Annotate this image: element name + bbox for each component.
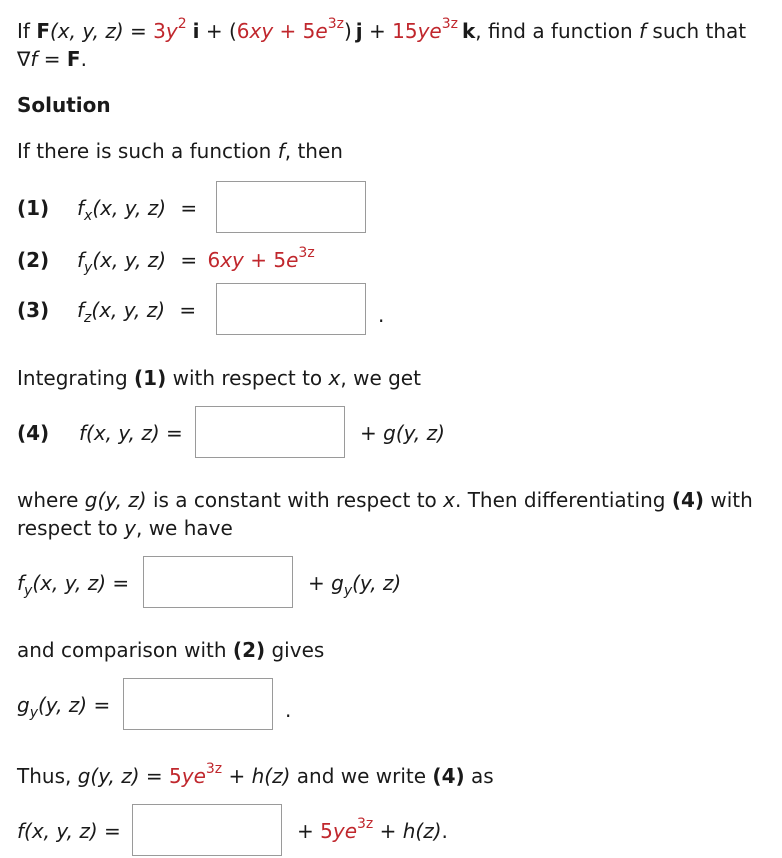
text: + — [308, 571, 325, 595]
value: + 5 — [243, 248, 287, 272]
value: ye — [417, 19, 442, 43]
text: g — [17, 693, 30, 717]
text: respect to — [17, 516, 118, 540]
text: . — [441, 819, 448, 843]
text: as — [470, 764, 494, 788]
text: with — [710, 488, 753, 512]
problem-line-2 — [17, 45, 87, 73]
text: Thus, — [17, 764, 72, 788]
exponent: 3z — [327, 16, 344, 33]
subscript: y — [24, 583, 33, 599]
text: (y, z) = — [38, 693, 111, 717]
integrating-line — [17, 364, 421, 392]
text: (x, y, z) — [92, 248, 166, 272]
text: = — [139, 764, 169, 788]
f-final-answer-input[interactable] — [132, 804, 282, 856]
text: = — [180, 248, 198, 272]
text: f — [30, 47, 38, 71]
text: (y, z) — [352, 571, 402, 595]
value: y — [165, 19, 178, 43]
text: + — [373, 819, 403, 843]
text: . — [80, 47, 87, 71]
problem-line-1 — [17, 17, 746, 45]
text: = — [180, 196, 198, 220]
fz-answer-input[interactable] — [216, 283, 366, 335]
equation-number: (1) — [134, 366, 167, 390]
equation-4 — [17, 419, 183, 447]
text: g(y, z) — [383, 421, 445, 445]
thus-line — [17, 762, 494, 790]
text: f(x, y, z) = — [17, 819, 121, 843]
text: g — [331, 571, 344, 595]
subscript: y — [343, 583, 353, 599]
equation-number: (4) — [432, 764, 465, 788]
solution-heading: Solution — [17, 93, 111, 117]
plus-gy — [308, 569, 401, 597]
text: = — [179, 298, 197, 322]
equation-number: (1) — [17, 196, 50, 220]
text: and we write — [296, 764, 427, 788]
text: x — [328, 366, 341, 390]
gy-line — [17, 691, 110, 719]
final-rhs — [297, 817, 448, 845]
equation-number: (4) — [671, 488, 705, 512]
fy-line — [17, 569, 129, 597]
text: If there is such a function — [17, 139, 272, 163]
intro-line — [17, 137, 343, 165]
value: 3 — [153, 19, 166, 43]
text: where — [17, 488, 79, 512]
value: 6 — [236, 19, 250, 43]
unit-vector-k: k — [461, 19, 476, 43]
gy-answer-input[interactable] — [123, 678, 273, 730]
subscript: y — [29, 705, 38, 721]
value: 5 — [320, 819, 333, 843]
text: x — [443, 488, 455, 512]
value: e — [286, 248, 299, 272]
where-line — [17, 486, 753, 514]
period: . — [378, 303, 385, 327]
text: (x, y, z) — [91, 298, 166, 322]
text: (x, y, z) = — [32, 571, 130, 595]
subscript: y — [84, 260, 93, 276]
equation-2 — [17, 246, 315, 274]
text: is a constant with respect to — [152, 488, 437, 512]
value: 6 — [207, 248, 221, 272]
value: xy — [249, 19, 274, 43]
exponent: 3z — [298, 245, 315, 262]
nabla-icon: ∇ — [17, 47, 31, 71]
text: = — [37, 47, 67, 71]
value: e — [315, 19, 328, 43]
text: Integrating — [17, 366, 128, 390]
exponent: 3z — [441, 16, 458, 33]
text: h(z) — [402, 819, 442, 843]
equation-number: (4) — [17, 421, 50, 445]
text: (x, y, z) = — [49, 19, 147, 43]
value: ye — [181, 764, 206, 788]
value: xy — [220, 248, 244, 272]
text: If — [17, 19, 30, 43]
text: , we have — [135, 516, 233, 540]
subscript: x — [84, 208, 93, 224]
text: h(z) — [251, 764, 291, 788]
subscript: z — [84, 310, 92, 326]
final-line — [17, 817, 121, 845]
text: + — [297, 819, 321, 843]
text: f — [77, 298, 85, 322]
text: g(y, z) — [77, 764, 140, 788]
text: + — [360, 421, 377, 445]
f-integral-answer-input[interactable] — [195, 406, 345, 458]
period: . — [285, 698, 292, 722]
equation-number: (2) — [232, 638, 266, 662]
exponent: 2 — [177, 16, 187, 33]
unit-vector-i: i — [192, 19, 200, 43]
text: (x, y, z) — [92, 196, 166, 220]
value: 5 — [169, 764, 182, 788]
text: F — [66, 47, 81, 71]
exponent: 3z — [357, 816, 374, 833]
text: f — [639, 19, 647, 43]
comparison-line — [17, 636, 324, 664]
text: with respect to — [172, 366, 323, 390]
value: + 5 — [273, 19, 316, 43]
equation-number: (3) — [17, 298, 50, 322]
unit-vector-j: j — [355, 19, 363, 43]
text: + ( — [199, 19, 237, 43]
value: ye — [332, 819, 357, 843]
text: + — [222, 764, 252, 788]
text: g(y, z) — [84, 488, 147, 512]
text: f — [277, 139, 285, 163]
text: gives — [271, 638, 325, 662]
equation-number: (2) — [17, 248, 50, 272]
exponent: 3z — [205, 761, 223, 778]
fy-answer-input[interactable] — [143, 556, 293, 608]
value: 15 — [392, 19, 418, 43]
equation-3 — [17, 296, 196, 324]
text: such that — [652, 19, 747, 43]
text: f — [77, 248, 85, 272]
text: f — [17, 571, 25, 595]
respect-line — [17, 514, 233, 542]
text: , we get — [340, 366, 421, 390]
text: y — [124, 516, 136, 540]
text: f(x, y, z) = — [79, 421, 183, 445]
vector-field-F: F — [36, 19, 50, 43]
text: ) — [343, 19, 352, 43]
text: , then — [284, 139, 343, 163]
text: . Then differentiating — [454, 488, 666, 512]
text: , find a function — [475, 19, 633, 43]
plus-g — [360, 419, 445, 447]
equation-1 — [17, 194, 197, 222]
text: + — [362, 19, 393, 43]
fx-answer-input[interactable] — [216, 181, 366, 233]
text: and comparison with — [17, 638, 227, 662]
text: f — [77, 196, 85, 220]
